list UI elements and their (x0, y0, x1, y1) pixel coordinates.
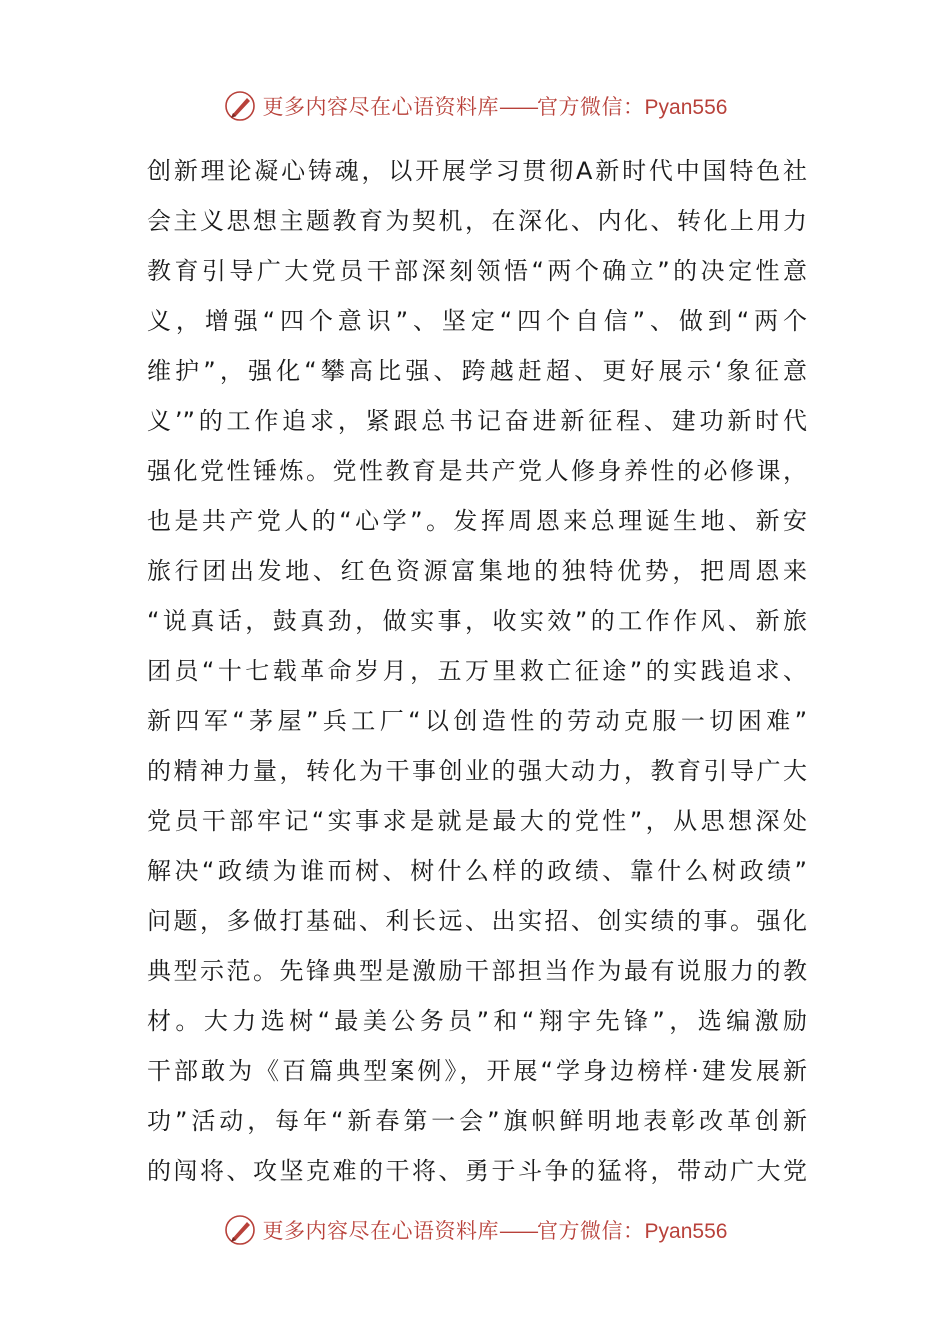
body-line: 强化党性锤炼。党性教育是共产党人修身养性的必修课， (147, 457, 807, 485)
body-line: 典型示范。先锋典型是激励干部担当作为最有说服力的教 (147, 957, 807, 985)
body-line: 功”活动，每年“新春第一会”旗帜鲜明地表彰改革创新 (147, 1107, 807, 1135)
watermark-dash: —— (499, 1219, 538, 1243)
body-line: “说真话，鼓真劲，做实事，收实效”的工作作风、新旅 (147, 607, 807, 635)
watermark-prefix: 更多内容尽在心语资料库 (262, 95, 500, 119)
body-line: 干部敢为《百篇典型案例》，开展“学身边榜样·建发展新 (147, 1057, 807, 1085)
body-line: 材。大力选树“最美公务员”和“翔宇先锋”，选编激励 (147, 1007, 807, 1035)
watermark-handle: Pyan556 (644, 96, 728, 119)
body-line: 解决“政绩为谁而树、树什么样的政绩、靠什么树政绩” (147, 857, 807, 885)
body-line: 创新理论凝心铸魂，以开展学习贯彻A新时代中国特色社 (147, 157, 807, 185)
body-line: 义’”的工作追求，紧跟总书记奋进新征程、建功新时代 (147, 407, 807, 435)
body-line: 维护”，强化“攀高比强、跨越赶超、更好展示‘象征意 (147, 357, 807, 385)
document-body (147, 146, 807, 1196)
body-line: 也是共产党人的“心学”。发挥周恩来总理诞生地、新安 (147, 507, 807, 535)
body-line: 义，增强“四个意识”、坚定“四个自信”、做到“两个 (147, 307, 807, 335)
watermark-text (263, 91, 728, 121)
watermark-handle: Pyan556 (644, 1220, 728, 1243)
body-line: 教育引导广大党员干部深刻领悟“两个确立”的决定性意 (147, 257, 807, 285)
watermark-middle: 官方微信： (537, 1219, 645, 1243)
body-line: 旅行团出发地、红色资源富集地的独特优势，把周恩来 (147, 557, 807, 585)
header-watermark (0, 86, 950, 126)
body-line: 新四军“茅屋”兵工厂“以创造性的劳动克服一切困难” (147, 707, 807, 735)
body-line: 的精神力量，转化为干事创业的强大动力，教育引导广大 (147, 757, 807, 785)
body-line: 会主义思想主题教育为契机，在深化、内化、转化上用力 (147, 207, 807, 235)
pen-logo-icon (223, 89, 257, 123)
body-line: 的闯将、攻坚克难的干将、勇于斗争的猛将，带动广大党 (147, 1157, 807, 1185)
body-line: 问题，多做打基础、利长远、出实招、创实绩的事。强化 (147, 907, 807, 935)
pen-logo-icon (223, 1213, 257, 1247)
watermark-text (263, 1215, 728, 1245)
watermark-dash: —— (499, 95, 538, 119)
watermark-middle: 官方微信： (537, 95, 645, 119)
body-line: 党员干部牢记“实事求是就是最大的党性”，从思想深处 (147, 807, 807, 835)
body-line: 团员“十七载革命岁月，五万里救亡征途”的实践追求、 (147, 657, 807, 685)
watermark-prefix: 更多内容尽在心语资料库 (262, 1219, 500, 1243)
footer-watermark (0, 1210, 950, 1250)
